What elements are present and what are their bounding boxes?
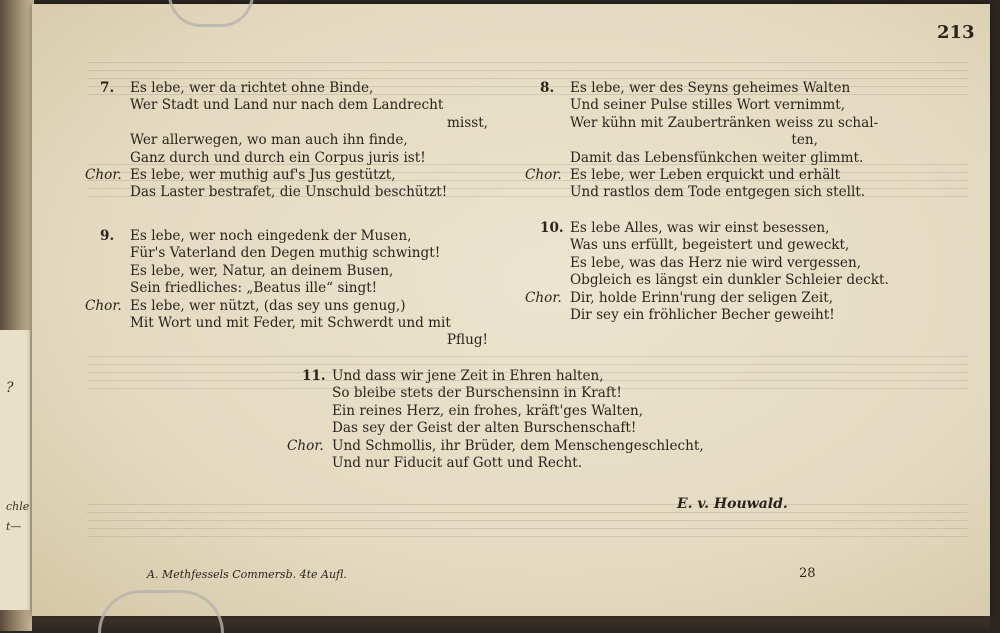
verse-line: Es lebe, wer Leben erquickt und erhält [570, 167, 841, 184]
chorus-label: Chor. [287, 437, 324, 454]
verse-line: Pflug! [446, 332, 488, 349]
verse-line: Wer Stadt und Land nur nach dem Landrecht [130, 97, 444, 114]
verse-line: Es lebe, wer nützt, (das sey uns genug,) [130, 297, 406, 314]
verse-line: Ein reines Herz, ein frohes, kräft'ges Walten, [332, 402, 644, 419]
signature-mark: 28 [799, 566, 816, 581]
edge-fragment: t— [6, 520, 22, 533]
verse-line: Es lebe, was das Herz nie wird vergessen, [570, 254, 862, 271]
stanza-11 [287, 368, 812, 472]
show-through-staff [87, 512, 967, 513]
chorus-label: Chor. [525, 167, 562, 184]
stanza-number: 11. [302, 368, 326, 384]
verse-line: Und rastlos dem Tode entgegen sich stellt. [570, 184, 866, 201]
page-number: 213 [937, 22, 975, 43]
book-page [32, 4, 990, 616]
verse-line: So bleibe stets der Burschensinn in Kraft! [332, 385, 622, 402]
show-through-staff [87, 356, 967, 357]
stanza-number: 8. [540, 80, 555, 96]
verse-line: Es lebe, wer, Natur, an deinem Busen, [130, 262, 394, 279]
show-through-staff [87, 62, 967, 63]
stanza-number: 9. [100, 228, 115, 244]
metal-clip-bottom [98, 590, 224, 633]
stanza-number: 7. [100, 80, 115, 96]
show-through-staff [87, 536, 967, 537]
show-through-staff [87, 364, 967, 365]
verse-line: Es lebe Alles, was wir einst besessen, [570, 220, 830, 236]
verse-line: Und seiner Pulse stilles Wort vernimmt, [570, 97, 846, 114]
verse-line: Es lebe, wer muthig auf's Jus gestützt, [130, 167, 396, 184]
chorus-label: Chor. [525, 289, 562, 306]
verse-line: Wer allerwegen, wo man auch ihn finde, [130, 132, 408, 149]
stanza-8 [525, 80, 940, 202]
chorus-label: Chor. [85, 297, 122, 314]
verse-line: Das sey der Geist der alten Burschenschaft! [332, 420, 637, 437]
edge-fragment: ? [6, 380, 14, 396]
verse-line: Und dass wir jene Zeit in Ehren halten, [332, 368, 604, 384]
verse-line: Es lebe, wer da richtet ohne Binde, [130, 80, 374, 96]
verse-line: Wer kühn mit Zaubertränken weiss zu schal- [570, 114, 879, 131]
show-through-staff [87, 520, 967, 521]
show-through-staff [87, 70, 967, 71]
verse-line: Für's Vaterland den Degen muthig schwingt! [130, 245, 441, 262]
verse-line: Und nur Fiducit auf Gott und Recht. [332, 455, 583, 472]
stanza-number: 10. [540, 220, 564, 236]
verse-line: Das Laster bestrafet, die Unschuld beschützt! [130, 184, 448, 201]
verse-line: misst, [447, 114, 488, 131]
verse-line: Und Schmollis, ihr Brüder, dem Menschengeschlecht, [332, 437, 704, 454]
verse-line: Sein friedliches: „Beatus ille“ singt! [130, 280, 378, 297]
verse-line: Es lebe, wer des Seyns geheimes Walten [570, 80, 851, 96]
chorus-label: Chor. [85, 167, 122, 184]
show-through-staff [87, 528, 967, 529]
verse-line: Mit Wort und mit Feder, mit Schwerdt und mit [130, 315, 451, 332]
show-through-staff [87, 504, 967, 505]
verse-line: ten, [791, 132, 818, 149]
author-attribution: E. v. Houwald. [677, 496, 788, 512]
stanza-7 [85, 80, 530, 202]
verse-line: Damit das Lebensfünkchen weiter glimmt. [570, 149, 864, 166]
footer-source: A. Methfessels Commersb. 4te Aufl. [147, 568, 347, 581]
stanza-10 [525, 220, 940, 324]
verse-line: Dir sey ein fröhlicher Becher geweiht! [570, 307, 835, 324]
edge-fragment: chle [6, 500, 30, 513]
verse-line: Es lebe, wer noch eingedenk der Musen, [130, 228, 412, 244]
verse-line: Was uns erfüllt, begeistert und geweckt, [570, 237, 850, 254]
verse-line: Dir, holde Erinn'rung der seligen Zeit, [570, 289, 834, 306]
verse-line: Obgleich es längst ein dunkler Schleier deckt. [570, 272, 889, 289]
stanza-9 [85, 228, 530, 350]
previous-page-edge [0, 330, 30, 610]
show-through-staff [87, 78, 967, 79]
verse-line: Ganz durch und durch ein Corpus juris ist! [130, 149, 426, 166]
